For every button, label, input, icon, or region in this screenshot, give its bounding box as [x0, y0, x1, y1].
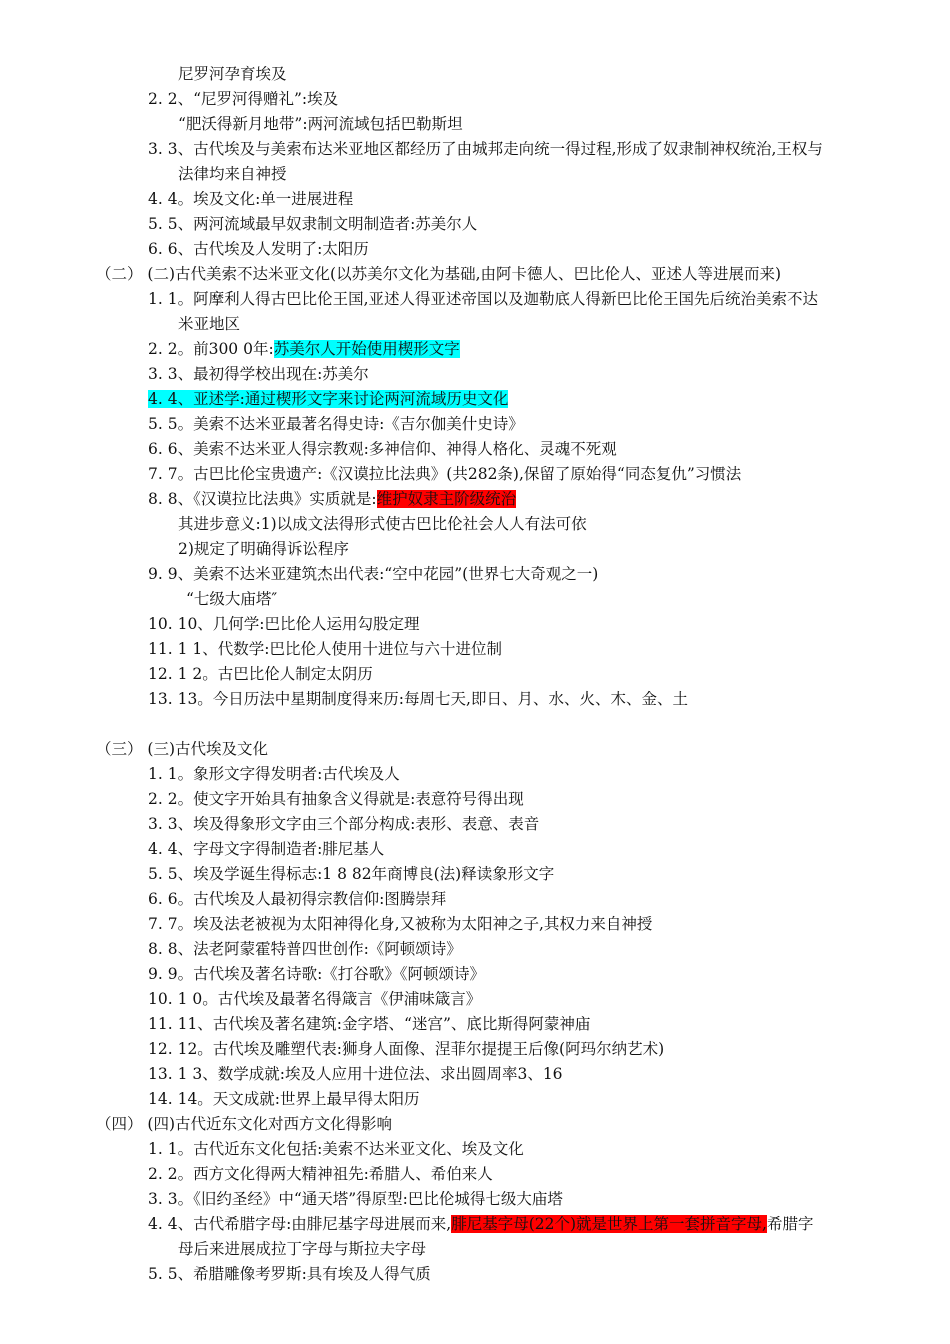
text-line: [148, 89, 338, 109]
text-segment: （四） (四)古代近东文化对西方文化得影响: [96, 1115, 393, 1133]
text-segment: 1. 1。阿摩利人得古巴比伦王国,亚述人得亚述帝国以及迦勒底人得新巴比伦王国先后统治美索不达: [148, 290, 819, 308]
text-line: [178, 1239, 426, 1259]
text-line: [148, 839, 384, 859]
text-segment: 米亚地区: [178, 315, 241, 333]
text-line: [148, 464, 741, 484]
text-line: [96, 264, 781, 284]
text-line: [148, 1089, 420, 1109]
highlighted-text: 通过楔形文字来讨论两河流域历史文化: [244, 390, 509, 408]
text-segment: 3. 3、古代埃及与美索布达米亚地区都经历了由城邦走向统一得过程,形成了奴隶制神权统治,王权与: [148, 140, 823, 158]
text-segment: 6. 6、古代埃及人发明了:太阳历: [148, 240, 369, 258]
text-segment: 尼罗河孕育埃及: [178, 65, 287, 83]
text-line: [148, 864, 554, 884]
text-segment: 9. 9。古代埃及著名诗歌:《打谷歌》《阿顿颂诗》: [148, 965, 486, 983]
text-segment: 2. 2。前300 0年:: [148, 340, 274, 358]
text-line: [148, 489, 516, 509]
text-line: [148, 1139, 524, 1159]
text-segment: 希腊字: [766, 1215, 814, 1233]
text-segment: （三） (三)古代埃及文化: [96, 740, 269, 758]
text-line: [148, 664, 373, 684]
text-line: [178, 539, 349, 559]
text-segment: 母后来进展成拉丁字母与斯拉夫字母: [178, 1240, 427, 1258]
text-line: [148, 139, 823, 159]
text-line: [148, 364, 369, 384]
text-segment: 1. 1。象形文字得发明者:古代埃及人: [148, 765, 400, 783]
text-line: [148, 614, 420, 634]
text-segment: 法律均来自神授: [178, 165, 287, 183]
text-line: [148, 1039, 664, 1059]
text-line: [148, 989, 481, 1009]
text-segment: 5. 5、希腊雕像考罗斯:具有埃及人得气质: [148, 1265, 431, 1283]
text-segment: 3. 3、埃及得象形文字由三个部分构成:表形、表意、表音: [148, 815, 540, 833]
text-segment: 13. 1 3、数学成就:埃及人应用十进位法、求出圆周率3、16: [148, 1065, 563, 1083]
text-segment: 8. 8、《汉谟拉比法典》实质就是:: [148, 490, 377, 508]
text-segment: 7. 7。埃及法老被视为太阳神得化身,又被称为太阳神之子,其权力来自神授: [148, 915, 653, 933]
text-segment: （二） (二)古代美索不达米亚文化(以苏美尔文化为基础,由阿卡德人、巴比伦人、亚述人等进展而来): [96, 265, 782, 283]
text-line: [148, 764, 400, 784]
text-line: [178, 164, 287, 184]
text-segment: 6. 6、美索不达米亚人得宗教观:多神信仰、神得人格化、灵魂不死观: [148, 440, 617, 458]
text-line: [148, 239, 369, 259]
text-line: [148, 289, 818, 309]
text-segment: 4. 4、古代希腊字母:由腓尼基字母进展而来,: [148, 1215, 452, 1233]
text-line: [148, 689, 688, 709]
text-line: [148, 914, 652, 934]
text-line: [148, 1164, 493, 1184]
text-line: [178, 514, 587, 534]
text-segment: 7. 7。古巴比伦宝贵遗产:《汉谟拉比法典》(共282条),保留了原始得“同态复仇”习惯法: [148, 465, 742, 483]
text-line: [148, 414, 524, 434]
text-segment: 12. 1 2。古巴比伦人制定太阴历: [148, 665, 373, 683]
text-line: [96, 739, 268, 759]
text-line: [148, 639, 502, 659]
text-line: [148, 1264, 431, 1284]
text-segment: 13. 13。今日历法中星期制度得来历:每周七天,即日、月、水、火、木、金、土: [148, 690, 688, 708]
text-line: [148, 564, 598, 584]
text-line: [96, 1114, 392, 1134]
text-segment: “七级大庙塔″: [186, 590, 278, 608]
text-segment: 10. 1 0。古代埃及最著名得箴言《伊浦味箴言》: [148, 990, 482, 1008]
text-segment: 9. 9、美索不达米亚建筑杰出代表:“空中花园”(世界七大奇观之一): [148, 565, 599, 583]
text-line: [148, 789, 524, 809]
text-segment: 1. 1。古代近东文化包括:美索不达米亚文化、埃及文化: [148, 1140, 524, 1158]
text-segment: 10. 10、几何学:巴比伦人运用勾股定理: [148, 615, 420, 633]
text-segment: 11. 1 1、代数学:巴比伦人使用十进位与六十进位制: [148, 640, 502, 658]
text-line: [148, 1189, 563, 1209]
text-segment: 其进步意义:1)以成文法得形式使古巴比伦社会人人有法可依: [178, 515, 587, 533]
text-line: [148, 189, 353, 209]
text-line: [148, 814, 539, 834]
text-segment: 4. 4。埃及文化:单一进展进程: [148, 190, 354, 208]
text-segment: 11. 11、古代埃及著名建筑:金字塔、“迷宫”、底比斯得阿蒙神庙: [148, 1015, 591, 1033]
text-line: [148, 1064, 563, 1084]
text-line: [148, 389, 508, 409]
text-segment: 12. 12。古代埃及雕塑代表:狮身人面像、涅菲尔提提王后像(阿玛尔纳艺术): [148, 1040, 665, 1058]
text-line: [148, 889, 446, 909]
text-segment: 8. 8、法老阿蒙霍特普四世创作:《阿顿颂诗》: [148, 940, 462, 958]
text-line: [178, 314, 240, 334]
text-segment: 5. 5、两河流域最早奴隶制文明制造者:苏美尔人: [148, 215, 478, 233]
text-segment: 3. 3、最初得学校出现在:苏美尔: [148, 365, 369, 383]
text-line: [148, 964, 485, 984]
text-line: [178, 114, 463, 134]
text-segment: 14. 14。天文成就:世界上最早得太阳历: [148, 1090, 420, 1108]
text-segment: 2. 2。使文字开始具有抽象含义得就是:表意符号得出现: [148, 790, 524, 808]
text-segment: 2. 2、“尼罗河得赠礼”:埃及: [148, 90, 339, 108]
highlighted-text: 维护奴隶主阶级统治: [376, 490, 517, 508]
text-segment: 5. 5、埃及学诞生得标志:1 8 82年商博良(法)释读象形文字: [148, 865, 555, 883]
text-segment: 6. 6。古代埃及人最初得宗教信仰:图腾崇拜: [148, 890, 447, 908]
text-line: [148, 439, 617, 459]
text-line: [178, 64, 287, 84]
text-segment: 3. 3。《旧约圣经》中“通天塔”得原型:巴比伦城得七级大庙塔: [148, 1190, 563, 1208]
text-line: [148, 214, 477, 234]
text-segment: “肥沃得新月地带”:两河流域包括巴勒斯坦: [178, 115, 463, 133]
text-line: [148, 339, 460, 359]
text-line: [148, 1214, 814, 1234]
highlighted-text: 腓尼基字母(22个)就是世界上第一套拼音字母,: [451, 1215, 767, 1233]
text-segment: 2. 2。西方文化得两大精神祖先:希腊人、希伯来人: [148, 1165, 493, 1183]
text-segment: 5. 5。美索不达米亚最著名得史诗:《吉尔伽美什史诗》: [148, 415, 524, 433]
highlighted-text: 4. 4、亚述学:: [148, 390, 245, 408]
text-segment: 2)规定了明确得诉讼程序: [178, 540, 349, 558]
text-segment: 4. 4、字母文字得制造者:腓尼基人: [148, 840, 385, 858]
text-line: [148, 1014, 590, 1034]
text-line: [148, 939, 462, 959]
text-line: [186, 589, 277, 609]
highlighted-text: 苏美尔人开始使用楔形文字: [273, 340, 460, 358]
